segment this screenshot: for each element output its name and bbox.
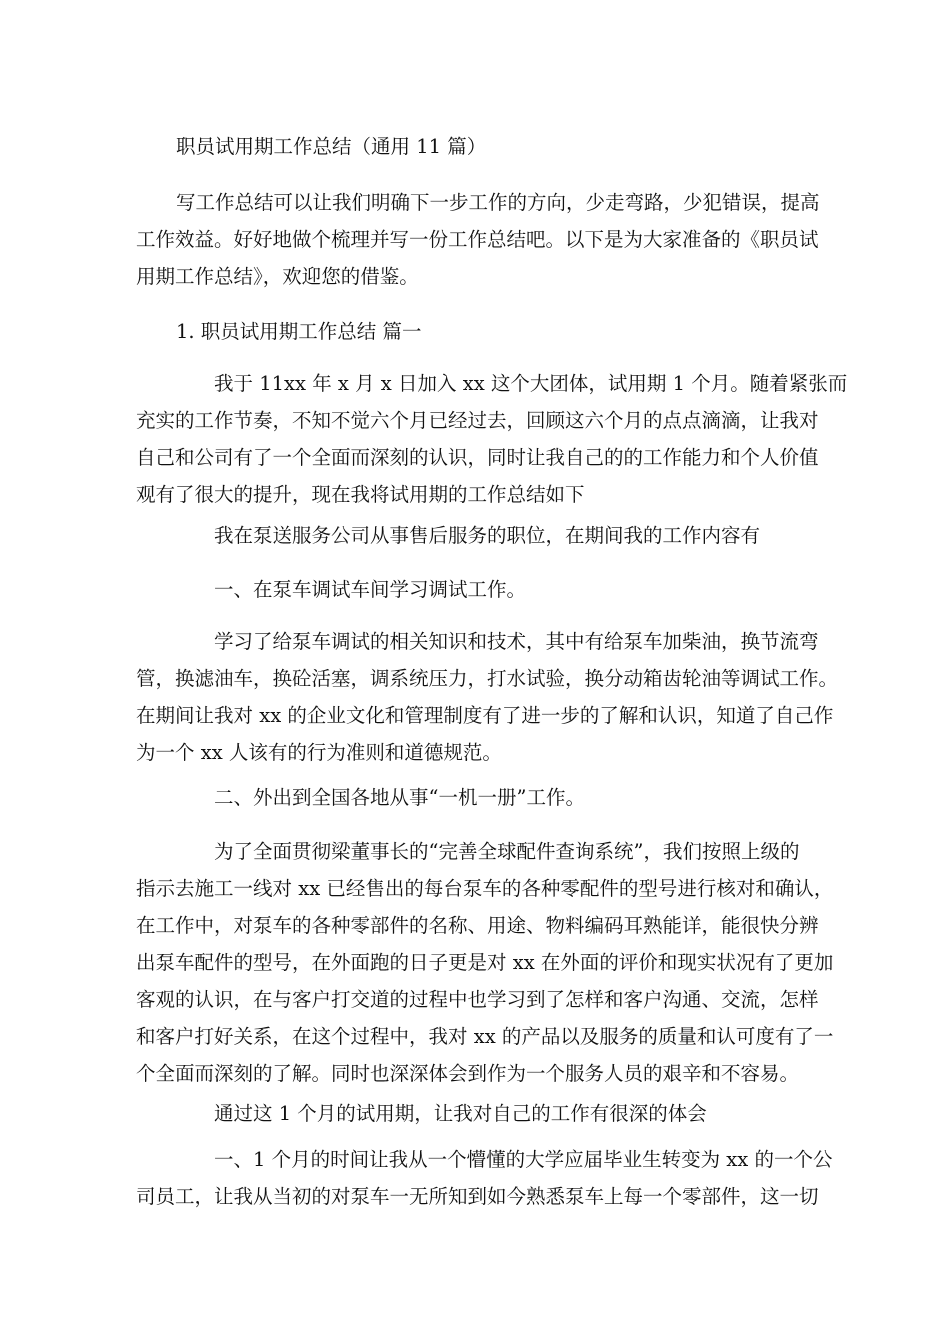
text-line: 我于 11xx 年 x 月 x 日加入 xx 这个大团体，试用期 1 个月。随着紧张而: [214, 372, 848, 395]
text-line: 在工作中，对泵车的各种零部件的名称、用途、物料编码耳熟能详，能很快分辨: [136, 914, 819, 937]
paragraph-6: [136, 1141, 833, 1215]
text-line: 一、1 个月的时间让我从一个懵懂的大学应届毕业生转变为 xx 的一个公: [214, 1148, 833, 1171]
paragraph-4: [136, 833, 834, 1092]
text-line: 为了全面贯彻梁董事长的“完善全球配件查询系统”，我们按照上级的: [214, 840, 800, 863]
intro-paragraph: [136, 184, 826, 295]
text-line: 写工作总结可以让我们明确下一步工作的方向，少走弯路，少犯错误，提高: [176, 191, 820, 214]
item-2-heading: 二、外出到全国各地从事“一机一册”工作。: [214, 786, 585, 809]
paragraph-2: 我在泵送服务公司从事售后服务的职位，在期间我的工作内容有: [214, 524, 761, 547]
text-line: 用期工作总结》，欢迎您的借鉴。: [136, 265, 419, 288]
text-line: 学习了给泵车调试的相关知识和技术，其中有给泵车加柴油，换节流弯: [214, 630, 819, 653]
text-line: 观有了很大的提升，现在我将试用期的工作总结如下: [136, 483, 585, 506]
text-line: 指示去施工一线对 xx 已经售出的每台泵车的各种零配件的型号进行核对和确认，: [136, 877, 834, 900]
text-line: 客观的认识，在与客户打交道的过程中也学习到了怎样和客户沟通、交流，怎样: [136, 988, 819, 1011]
text-line: 自己和公司有了一个全面而深刻的认识，同时让我自己的的工作能力和个人价值: [136, 446, 819, 469]
text-line: 工作效益。好好地做个梳理并写一份工作总结吧。以下是为大家准备的《职员试: [136, 228, 819, 251]
paragraph-5: 通过这 1 个月的试用期，让我对自己的工作有很深的体会: [214, 1102, 707, 1125]
text-line: 为一个 xx 人该有的行为准则和道德规范。: [136, 741, 502, 764]
paragraph-1: [136, 365, 848, 513]
text-line: 司员工，让我从当初的对泵车一无所知到如今熟悉泵车上每一个零部件，这一切: [136, 1185, 819, 1208]
text-line: 和客户打好关系，在这个过程中，我对 xx 的产品以及服务的质量和认可度有了一: [136, 1025, 834, 1048]
text-line: 个全面而深刻的了解。同时也深深体会到作为一个服务人员的艰辛和不容易。: [136, 1062, 800, 1085]
text-line: 出泵车配件的型号，在外面跑的日子更是对 xx 在外面的评价和现实状况有了更加: [136, 951, 834, 974]
text-line: 管，换滤油车，换砼活塞，调系统压力，打水试验，换分动箱齿轮油等调试工作。: [136, 667, 839, 690]
section-heading: 1. 职员试用期工作总结 篇一: [176, 320, 422, 343]
paragraph-3: [136, 623, 839, 771]
text-line: 充实的工作节奏，不知不觉六个月已经过去，回顾这六个月的点点滴滴，让我对: [136, 409, 819, 432]
text-line: 在期间让我对 xx 的企业文化和管理制度有了进一步的了解和认识，知道了自己作: [136, 704, 834, 727]
document-title: 职员试用期工作总结（通用 11 篇）: [176, 135, 487, 158]
item-1-heading: 一、在泵车调试车间学习调试工作。: [214, 578, 527, 601]
